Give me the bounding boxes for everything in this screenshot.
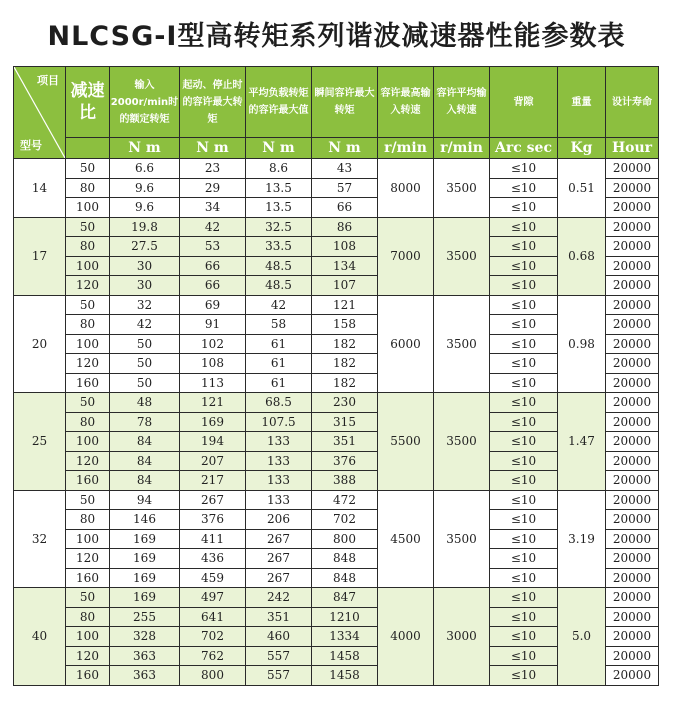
avg-input-speed-cell: 3500 xyxy=(434,217,490,295)
start-stop-torque-cell: 194 xyxy=(180,432,246,452)
momentary-torque-cell: 182 xyxy=(312,373,378,393)
start-stop-torque-cell: 91 xyxy=(180,315,246,335)
weight-cell: 0.51 xyxy=(558,159,606,218)
ratio-cell: 50 xyxy=(66,588,110,608)
avg-load-torque-cell: 107.5 xyxy=(246,412,312,432)
table-row xyxy=(14,217,659,237)
backlash-cell: ≤10 xyxy=(490,646,558,666)
ratio-cell: 100 xyxy=(66,198,110,218)
ratio-cell: 160 xyxy=(66,666,110,686)
momentary-torque-cell: 158 xyxy=(312,315,378,335)
max-input-speed-cell: 5500 xyxy=(378,393,434,491)
avg-load-torque-cell: 242 xyxy=(246,588,312,608)
header-avg-input-speed: 容许平均输入转速 xyxy=(434,67,490,138)
header-item: 项目 xyxy=(37,74,59,87)
design-life-cell: 20000 xyxy=(606,256,659,276)
start-stop-torque-cell: 34 xyxy=(180,198,246,218)
unit-avg-input-speed: r/min xyxy=(434,138,490,159)
rated-torque-cell: 328 xyxy=(110,627,180,647)
rated-torque-cell: 169 xyxy=(110,588,180,608)
avg-load-torque-cell: 48.5 xyxy=(246,276,312,296)
design-life-cell: 20000 xyxy=(606,490,659,510)
backlash-cell: ≤10 xyxy=(490,334,558,354)
start-stop-torque-cell: 29 xyxy=(180,178,246,198)
ratio-cell: 50 xyxy=(66,159,110,179)
avg-load-torque-cell: 13.5 xyxy=(246,198,312,218)
max-input-speed-cell: 4000 xyxy=(378,588,434,686)
design-life-cell: 20000 xyxy=(606,529,659,549)
avg-input-speed-cell: 3500 xyxy=(434,159,490,218)
momentary-torque-cell: 134 xyxy=(312,256,378,276)
momentary-torque-cell: 315 xyxy=(312,412,378,432)
header-momentary-torque: 瞬间容许最大转矩 xyxy=(312,67,378,138)
ratio-cell: 120 xyxy=(66,276,110,296)
momentary-torque-cell: 1458 xyxy=(312,646,378,666)
design-life-cell: 20000 xyxy=(606,295,659,315)
rated-torque-cell: 9.6 xyxy=(110,198,180,218)
rated-torque-cell: 9.6 xyxy=(110,178,180,198)
momentary-torque-cell: 702 xyxy=(312,510,378,530)
backlash-cell: ≤10 xyxy=(490,315,558,335)
header-model: 型号 xyxy=(20,139,42,152)
start-stop-torque-cell: 69 xyxy=(180,295,246,315)
momentary-torque-cell: 388 xyxy=(312,471,378,491)
design-life-cell: 20000 xyxy=(606,159,659,179)
weight-cell: 0.98 xyxy=(558,295,606,393)
header-max-input-speed: 容许最高输入转速 xyxy=(378,67,434,138)
start-stop-torque-cell: 102 xyxy=(180,334,246,354)
avg-input-speed-cell: 3500 xyxy=(434,295,490,393)
start-stop-torque-cell: 169 xyxy=(180,412,246,432)
header-start-stop-torque: 起动、停止时的容许最大转矩 xyxy=(180,67,246,138)
avg-load-torque-cell: 351 xyxy=(246,607,312,627)
avg-load-torque-cell: 133 xyxy=(246,451,312,471)
spec-table xyxy=(13,66,659,686)
unit-design-life: Hour xyxy=(606,138,659,159)
unit-weight: Kg xyxy=(558,138,606,159)
design-life-cell: 20000 xyxy=(606,549,659,569)
backlash-cell: ≤10 xyxy=(490,627,558,647)
rated-torque-cell: 78 xyxy=(110,412,180,432)
design-life-cell: 20000 xyxy=(606,412,659,432)
momentary-torque-cell: 57 xyxy=(312,178,378,198)
design-life-cell: 20000 xyxy=(606,217,659,237)
header-weight: 重量 xyxy=(558,67,606,138)
momentary-torque-cell: 121 xyxy=(312,295,378,315)
header-design-life: 设计寿命 xyxy=(606,67,659,138)
avg-load-torque-cell: 267 xyxy=(246,549,312,569)
ratio-cell: 80 xyxy=(66,412,110,432)
avg-load-torque-cell: 61 xyxy=(246,354,312,374)
momentary-torque-cell: 800 xyxy=(312,529,378,549)
design-life-cell: 20000 xyxy=(606,237,659,257)
start-stop-torque-cell: 217 xyxy=(180,471,246,491)
avg-load-torque-cell: 68.5 xyxy=(246,393,312,413)
ratio-cell: 80 xyxy=(66,607,110,627)
start-stop-torque-cell: 66 xyxy=(180,256,246,276)
backlash-cell: ≤10 xyxy=(490,159,558,179)
spec-table-body xyxy=(14,159,659,686)
header-avg-load-torque: 平均负载转矩的容许最大值 xyxy=(246,67,312,138)
momentary-torque-cell: 182 xyxy=(312,354,378,374)
ratio-cell: 100 xyxy=(66,432,110,452)
avg-load-torque-cell: 133 xyxy=(246,490,312,510)
backlash-cell: ≤10 xyxy=(490,510,558,530)
start-stop-torque-cell: 641 xyxy=(180,607,246,627)
backlash-cell: ≤10 xyxy=(490,256,558,276)
model-cell: 32 xyxy=(14,490,66,588)
avg-load-torque-cell: 58 xyxy=(246,315,312,335)
backlash-cell: ≤10 xyxy=(490,666,558,686)
backlash-cell: ≤10 xyxy=(490,276,558,296)
ratio-cell: 80 xyxy=(66,510,110,530)
rated-torque-cell: 27.5 xyxy=(110,237,180,257)
header-rated-torque: 输入2000r/min时的额定转矩 xyxy=(110,67,180,138)
backlash-cell: ≤10 xyxy=(490,607,558,627)
design-life-cell: 20000 xyxy=(606,471,659,491)
start-stop-torque-cell: 459 xyxy=(180,568,246,588)
start-stop-torque-cell: 207 xyxy=(180,451,246,471)
start-stop-torque-cell: 53 xyxy=(180,237,246,257)
design-life-cell: 20000 xyxy=(606,666,659,686)
model-cell: 20 xyxy=(14,295,66,393)
rated-torque-cell: 19.8 xyxy=(110,217,180,237)
backlash-cell: ≤10 xyxy=(490,490,558,510)
momentary-torque-cell: 351 xyxy=(312,432,378,452)
unit-avg-load-torque: N m xyxy=(246,138,312,159)
design-life-cell: 20000 xyxy=(606,451,659,471)
rated-torque-cell: 84 xyxy=(110,432,180,452)
unit-max-input-speed: r/min xyxy=(378,138,434,159)
start-stop-torque-cell: 411 xyxy=(180,529,246,549)
avg-load-torque-cell: 557 xyxy=(246,646,312,666)
avg-input-speed-cell: 3500 xyxy=(434,490,490,588)
model-cell: 17 xyxy=(14,217,66,295)
unit-rated-torque: N m xyxy=(110,138,180,159)
rated-torque-cell: 255 xyxy=(110,607,180,627)
model-cell: 40 xyxy=(14,588,66,686)
ratio-cell: 50 xyxy=(66,393,110,413)
backlash-cell: ≤10 xyxy=(490,549,558,569)
rated-torque-cell: 169 xyxy=(110,568,180,588)
avg-load-torque-cell: 460 xyxy=(246,627,312,647)
unit-backlash: Arc sec xyxy=(490,138,558,159)
avg-load-torque-cell: 13.5 xyxy=(246,178,312,198)
momentary-torque-cell: 1458 xyxy=(312,666,378,686)
max-input-speed-cell: 4500 xyxy=(378,490,434,588)
backlash-cell: ≤10 xyxy=(490,295,558,315)
backlash-cell: ≤10 xyxy=(490,373,558,393)
avg-load-torque-cell: 61 xyxy=(246,334,312,354)
momentary-torque-cell: 847 xyxy=(312,588,378,608)
design-life-cell: 20000 xyxy=(606,393,659,413)
momentary-torque-cell: 848 xyxy=(312,568,378,588)
momentary-torque-cell: 472 xyxy=(312,490,378,510)
rated-torque-cell: 30 xyxy=(110,276,180,296)
backlash-cell: ≤10 xyxy=(490,432,558,452)
ratio-cell: 80 xyxy=(66,315,110,335)
table-row xyxy=(14,295,659,315)
backlash-cell: ≤10 xyxy=(490,393,558,413)
rated-torque-cell: 169 xyxy=(110,529,180,549)
ratio-cell: 50 xyxy=(66,217,110,237)
weight-cell: 3.19 xyxy=(558,490,606,588)
rated-torque-cell: 84 xyxy=(110,471,180,491)
table-row xyxy=(14,159,659,179)
table-row xyxy=(14,588,659,608)
momentary-torque-cell: 107 xyxy=(312,276,378,296)
weight-cell: 0.68 xyxy=(558,217,606,295)
momentary-torque-cell: 376 xyxy=(312,451,378,471)
avg-load-torque-cell: 8.6 xyxy=(246,159,312,179)
avg-load-torque-cell: 557 xyxy=(246,666,312,686)
design-life-cell: 20000 xyxy=(606,432,659,452)
rated-torque-cell: 30 xyxy=(110,256,180,276)
start-stop-torque-cell: 436 xyxy=(180,549,246,569)
ratio-cell: 120 xyxy=(66,646,110,666)
header-row xyxy=(14,67,659,138)
design-life-cell: 20000 xyxy=(606,198,659,218)
momentary-torque-cell: 43 xyxy=(312,159,378,179)
page-title: NLCSG-I型高转矩系列谐波减速器性能参数表 xyxy=(47,21,626,52)
design-life-cell: 20000 xyxy=(606,588,659,608)
unit-momentary-torque: N m xyxy=(312,138,378,159)
ratio-cell: 50 xyxy=(66,295,110,315)
ratio-cell: 100 xyxy=(66,529,110,549)
backlash-cell: ≤10 xyxy=(490,237,558,257)
start-stop-torque-cell: 762 xyxy=(180,646,246,666)
start-stop-torque-cell: 702 xyxy=(180,627,246,647)
rated-torque-cell: 6.6 xyxy=(110,159,180,179)
start-stop-torque-cell: 108 xyxy=(180,354,246,374)
design-life-cell: 20000 xyxy=(606,646,659,666)
unit-start-stop-torque: N m xyxy=(180,138,246,159)
backlash-cell: ≤10 xyxy=(490,198,558,218)
ratio-cell: 100 xyxy=(66,627,110,647)
start-stop-torque-cell: 66 xyxy=(180,276,246,296)
momentary-torque-cell: 1210 xyxy=(312,607,378,627)
momentary-torque-cell: 66 xyxy=(312,198,378,218)
backlash-cell: ≤10 xyxy=(490,412,558,432)
rated-torque-cell: 363 xyxy=(110,646,180,666)
backlash-cell: ≤10 xyxy=(490,529,558,549)
weight-cell: 1.47 xyxy=(558,393,606,491)
unit-row xyxy=(14,138,659,159)
backlash-cell: ≤10 xyxy=(490,354,558,374)
start-stop-torque-cell: 42 xyxy=(180,217,246,237)
design-life-cell: 20000 xyxy=(606,354,659,374)
avg-load-torque-cell: 42 xyxy=(246,295,312,315)
start-stop-torque-cell: 800 xyxy=(180,666,246,686)
rated-torque-cell: 48 xyxy=(110,393,180,413)
backlash-cell: ≤10 xyxy=(490,217,558,237)
backlash-cell: ≤10 xyxy=(490,588,558,608)
rated-torque-cell: 169 xyxy=(110,549,180,569)
rated-torque-cell: 84 xyxy=(110,451,180,471)
avg-load-torque-cell: 133 xyxy=(246,471,312,491)
start-stop-torque-cell: 497 xyxy=(180,588,246,608)
avg-load-torque-cell: 48.5 xyxy=(246,256,312,276)
ratio-cell: 100 xyxy=(66,334,110,354)
design-life-cell: 20000 xyxy=(606,178,659,198)
ratio-cell: 80 xyxy=(66,178,110,198)
header-backlash: 背隙 xyxy=(490,67,558,138)
rated-torque-cell: 50 xyxy=(110,373,180,393)
momentary-torque-cell: 108 xyxy=(312,237,378,257)
design-life-cell: 20000 xyxy=(606,627,659,647)
avg-load-torque-cell: 32.5 xyxy=(246,217,312,237)
avg-input-speed-cell: 3500 xyxy=(434,393,490,491)
start-stop-torque-cell: 267 xyxy=(180,490,246,510)
rated-torque-cell: 42 xyxy=(110,315,180,335)
rated-torque-cell: 94 xyxy=(110,490,180,510)
avg-load-torque-cell: 267 xyxy=(246,568,312,588)
backlash-cell: ≤10 xyxy=(490,471,558,491)
momentary-torque-cell: 848 xyxy=(312,549,378,569)
design-life-cell: 20000 xyxy=(606,607,659,627)
backlash-cell: ≤10 xyxy=(490,451,558,471)
avg-load-torque-cell: 33.5 xyxy=(246,237,312,257)
table-row xyxy=(14,393,659,413)
avg-load-torque-cell: 133 xyxy=(246,432,312,452)
weight-cell: 5.0 xyxy=(558,588,606,686)
momentary-torque-cell: 230 xyxy=(312,393,378,413)
avg-input-speed-cell: 3000 xyxy=(434,588,490,686)
rated-torque-cell: 50 xyxy=(110,334,180,354)
ratio-cell: 80 xyxy=(66,237,110,257)
design-life-cell: 20000 xyxy=(606,373,659,393)
design-life-cell: 20000 xyxy=(606,334,659,354)
ratio-cell: 50 xyxy=(66,490,110,510)
ratio-cell: 160 xyxy=(66,373,110,393)
avg-load-torque-cell: 61 xyxy=(246,373,312,393)
start-stop-torque-cell: 121 xyxy=(180,393,246,413)
rated-torque-cell: 146 xyxy=(110,510,180,530)
rated-torque-cell: 50 xyxy=(110,354,180,374)
ratio-cell: 120 xyxy=(66,549,110,569)
rated-torque-cell: 363 xyxy=(110,666,180,686)
avg-load-torque-cell: 267 xyxy=(246,529,312,549)
start-stop-torque-cell: 376 xyxy=(180,510,246,530)
ratio-cell: 160 xyxy=(66,568,110,588)
ratio-cell: 100 xyxy=(66,256,110,276)
start-stop-torque-cell: 113 xyxy=(180,373,246,393)
design-life-cell: 20000 xyxy=(606,510,659,530)
rated-torque-cell: 32 xyxy=(110,295,180,315)
backlash-cell: ≤10 xyxy=(490,178,558,198)
momentary-torque-cell: 86 xyxy=(312,217,378,237)
ratio-cell: 120 xyxy=(66,451,110,471)
design-life-cell: 20000 xyxy=(606,315,659,335)
ratio-cell: 120 xyxy=(66,354,110,374)
max-input-speed-cell: 6000 xyxy=(378,295,434,393)
model-cell: 25 xyxy=(14,393,66,491)
momentary-torque-cell: 1334 xyxy=(312,627,378,647)
table-row xyxy=(14,490,659,510)
backlash-cell: ≤10 xyxy=(490,568,558,588)
max-input-speed-cell: 8000 xyxy=(378,159,434,218)
momentary-torque-cell: 182 xyxy=(312,334,378,354)
avg-load-torque-cell: 206 xyxy=(246,510,312,530)
start-stop-torque-cell: 23 xyxy=(180,159,246,179)
max-input-speed-cell: 7000 xyxy=(378,217,434,295)
corner-header xyxy=(14,67,66,159)
model-cell: 14 xyxy=(14,159,66,218)
ratio-cell: 160 xyxy=(66,471,110,491)
header-ratio: 减速比 xyxy=(66,67,110,138)
design-life-cell: 20000 xyxy=(606,568,659,588)
ratio-unit-cell xyxy=(66,138,110,159)
design-life-cell: 20000 xyxy=(606,276,659,296)
